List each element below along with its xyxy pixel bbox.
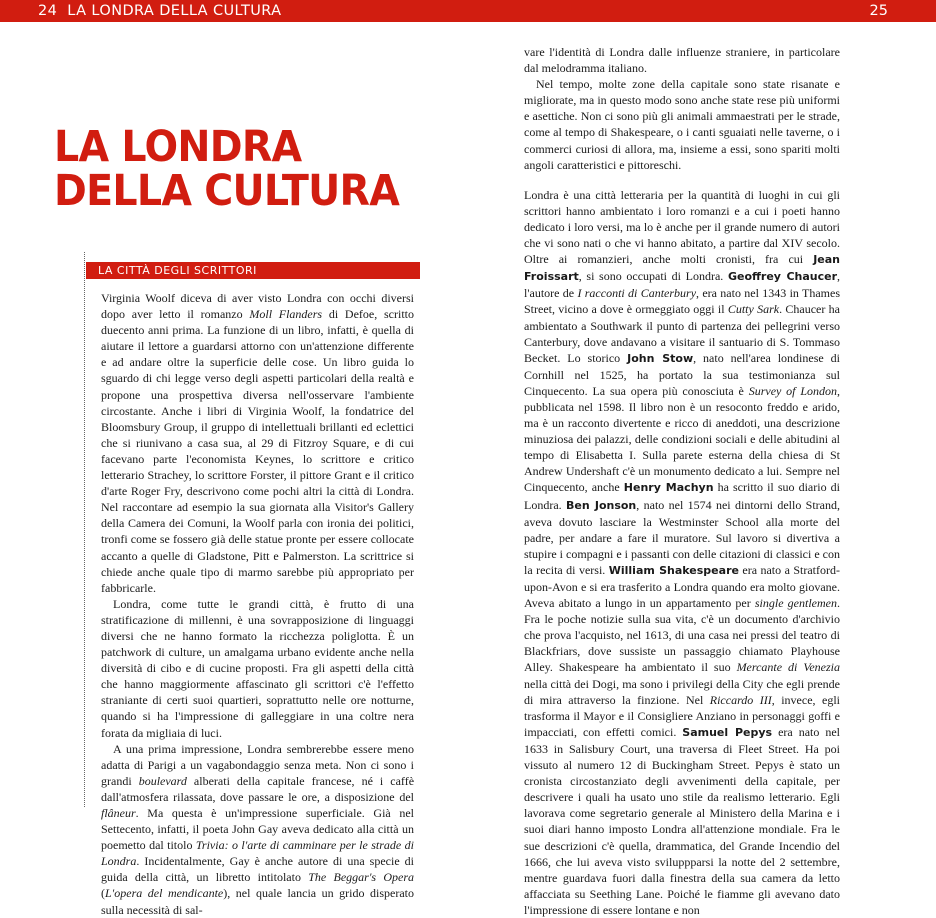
running-header-bar	[0, 0, 936, 22]
paragraph: Londra è una città letteraria per la quantità di luoghi in cui gli scrittori hanno ambientato i loro romanzi e a cui i poeti hanno dedicato i loro versi, ma lo è anche per il grande numero di autori che vi sono nati o che vi hanno abitato, a partire dal XIV secolo. Oltre ai romanzieri, anche molti cronisti, fra cui Jean Froissart, si sono occupati di Londra. Geoffrey Chaucer, l'autore de I racconti di Canterbury, era nato nel 1343 in Thames Street, vicino a dove è ormeggiato oggi il Cutty Sark. Chaucer ha ambientato a Southwark il punto di partenza dei pellegrini verso Canterbury, dove andavano a visitare il santuario di S. Tommaso Becket. Lo storico John Stow, nato nell'area londinese di Cornhill nel 1525, ha portato la sua testimonianza sul Cinquecento. La sua opera più conosciuta è Survey of London, pubblicata nel 1598. Il libro non è un resoconto freddo e arido, ma è un racconto divertente e ricco di aneddoti, una descrizione minuziosa dei palazzi, delle condizioni sociali e delle abitudini al tempo di Elisabetta I. Sulla parete esterna della chiesa di St Andrew Undershaft c'è un monumento dedicato a lui. Sempre nel Cinquecento, anche Henry Machyn ha scritto il suo diario di Londra. Ben Jonson, nato nel 1574 nei dintorni dello Strand, aveva dovuto lasciare la Westminster School alla morte del padre, per andare a fare il muratore. Sul lavoro si divertiva a stupire i compagni e i passanti con delle citazioni di classici e con la recita di versi. William Shakespeare era nato a Stratford-upon-Avon e si era trasferito a Londra quando era molto giovane. Aveva abitato a lungo in un appartamento per single gentlemen. Fra le poche notizie sulla sua vita, c'è un documento d'archivio che prova l'acquisto, nel 1613, di una casa nei pressi del teatro di Blackfriars, dove sussiste un passaggio chiamato Playhouse Alley. Shakespeare ha ambientato il suo Mercante di Venezia nella città dei Dogi, ma sono i privilegi della City che egli prende di mira attraverso la finzione. Nel Riccardo III, invece, egli trasforma il Mayor e il Consigliere Anziano in personaggi goffi e impacciati, con effetti comici. Samuel Pepys era nato nel 1633 in Salisbury Court, una traversa di Fleet Street. Ha poi vissuto al numero 12 di Buckingham Street. Pepys è stato un cronista circostanziato degli avvenimenti della capitale, per descrivere i quali ha usato uno stile da realismo letterario. Egli lavorava come segretario generale al Ministero della Marina e i suoi diari hanno imposto Londra all'attenzione mondiale. Fra le sue descrizioni c'è quella, drammatica, del Grande Incendio del 1666, che lui aveva visto sviluppparsi la notte del 2 settembre, mentre guardava fuori dalla finestra della sua camera da letto affacciata su Seething Lane. Poiché le fiamme gli avevano dato l'impressione di essere lontane e non	[524, 187, 841, 917]
left-running-header	[38, 2, 281, 20]
italic-title: single gentlemen	[754, 596, 837, 611]
italic-title: Survey of London	[748, 383, 838, 398]
italic-title: Cutty Sark	[727, 302, 780, 317]
paragraph: Virginia Woolf diceva di aver visto Londra con occhi diversi dopo aver letto il romanzo Moll Flanders di Defoe, scritto duecento anni prima. La funzione di un libro, infatti, è quella di aiutare il lettore a guardarsi attorno con un'attenzione differente e ad andare oltre la superficie delle cose. Un libro guida lo sguardo di chi legge verso degli aspetti particolari della realtà e propone una prospettiva diversa nell'osservare l'ambiente circostante. Anche i libri di Virginia Woolf, la fondatrice del Bloomsbury Group, il gruppo di intellettuali brillanti ed eclettici che si riunivano a casa sua, al 29 di Fitzroy Square, e di cui facevano parte l'economista Keynes, lo scrittore e critico letterario Strachey, lo scrittore Forster, il pittore Grant e il critico d'arte Roger Fry, descrivono come pochi altri la città di Londra. Nel raccontare ad esempio la sua giornata alla Visitor's Gallery della Camera dei Comuni, la Woolf parla con ironia dei politici, tronfi come se fossero già delle statue pronte per essere collocate accanto a quelle di Gladstone, Pitt e Palmerston. La scrittrice si chiede anche quale tipo di marmo sarebbe più appropriato per fabbricarle.	[101, 291, 414, 595]
author-name: Geoffrey Chaucer	[727, 270, 838, 284]
paragraph: Londra, come tutte le grandi città, è frutto di una stratificazione di millenni, è una sovrapposizione di linguaggi diversi che ne hanno formato la ricchezza poliglotta. È un patchwork di culture, un amalgama urbano evidente anche nella diversità di cibo e di cucine proposti. Fra gli aspetti della città che hanno maggiormente affascinato gli scrittori c'è l'effetto straniante di certi suoi quartieri, soprattutto nelle ore notturne, quando si ha l'impressione di galleggiare in una coltre nera forata da migliaia di luci.	[101, 596, 414, 740]
right-page-number: 25	[869, 3, 888, 19]
italic-title: Mercante di Venezia	[736, 660, 840, 675]
author-name: Samuel Pepys	[682, 725, 773, 739]
italic-title: flâneur	[101, 806, 136, 820]
italic-title: Moll Flanders	[249, 307, 323, 322]
author-name: Henry Machyn	[623, 481, 714, 495]
left-running-title: LA LONDRA DELLA CULTURA	[67, 3, 282, 19]
paragraph: vare l'identità di Londra dalle influenze straniere, in particolare dal melodramma italiano.	[524, 45, 840, 76]
paragraph: A una prima impressione, Londra sembrerebbe essere meno adatta di Parigi a un vagabondaggio senza meta. Non ci sono i grandi boulevard alberati della capitale francese, né i caffè dall'atmosfera rilassata, dove passare le ore, a disposizione del flâneur. Ma questa è un'impressione superficiale. Già nel Settecento, infatti, il poeta John Gay aveva dedicato alla città un poemetto dal titolo Trivia: o l'arte di camminare per le strade di Londra. Incidentalmente, Gay è anche autore di una specie di guida della città, un libretto intitolato The Beggar's Opera (L'opera del mendicante), nel quale lancia un grido disperato sulla necessità di sal-	[101, 741, 415, 917]
italic-title: I racconti di Canterbury	[577, 286, 697, 301]
paragraph: Nel tempo, molte zone della capitale sono state risanate e migliorate, ma in questo modo sono anche state rese più uniformi e asettiche. Non ci sono più gli animali ammaestrati per le strade, come al tempo di Shakespeare, o i canti sguaiati nelle taverne, o i commerci curiosi di allora, ma, insieme a essi, sono spariti molti angoli caratteristici e pittoreschi.	[524, 77, 840, 172]
author-name: Ben Jonson	[566, 498, 637, 512]
italic-title: Riccardo III	[709, 692, 772, 707]
author-name: Jean Froissart	[524, 253, 840, 284]
author-name: William Shakespeare	[608, 563, 739, 577]
chapter-title-line-1: LA LONDRA	[54, 122, 302, 172]
chapter-title-line-2: DELLA CULTURA	[54, 166, 400, 216]
section-heading: LA CITTÀ DEGLI SCRITTORI	[86, 262, 420, 279]
right-text-column	[524, 44, 840, 918]
italic-title: Trivia: o l'arte di camminare per le strade di Londra	[101, 838, 414, 869]
chapter-title	[54, 122, 400, 216]
italic-title: The Beggar's Opera	[308, 870, 414, 885]
left-page-number: 24	[38, 3, 58, 19]
left-text-column	[101, 290, 414, 918]
italic-title: boulevard	[138, 773, 187, 788]
dotted-margin-rule	[84, 252, 85, 807]
italic-title: L'opera del mendicante	[105, 886, 224, 901]
author-name: John Stow	[627, 351, 694, 365]
